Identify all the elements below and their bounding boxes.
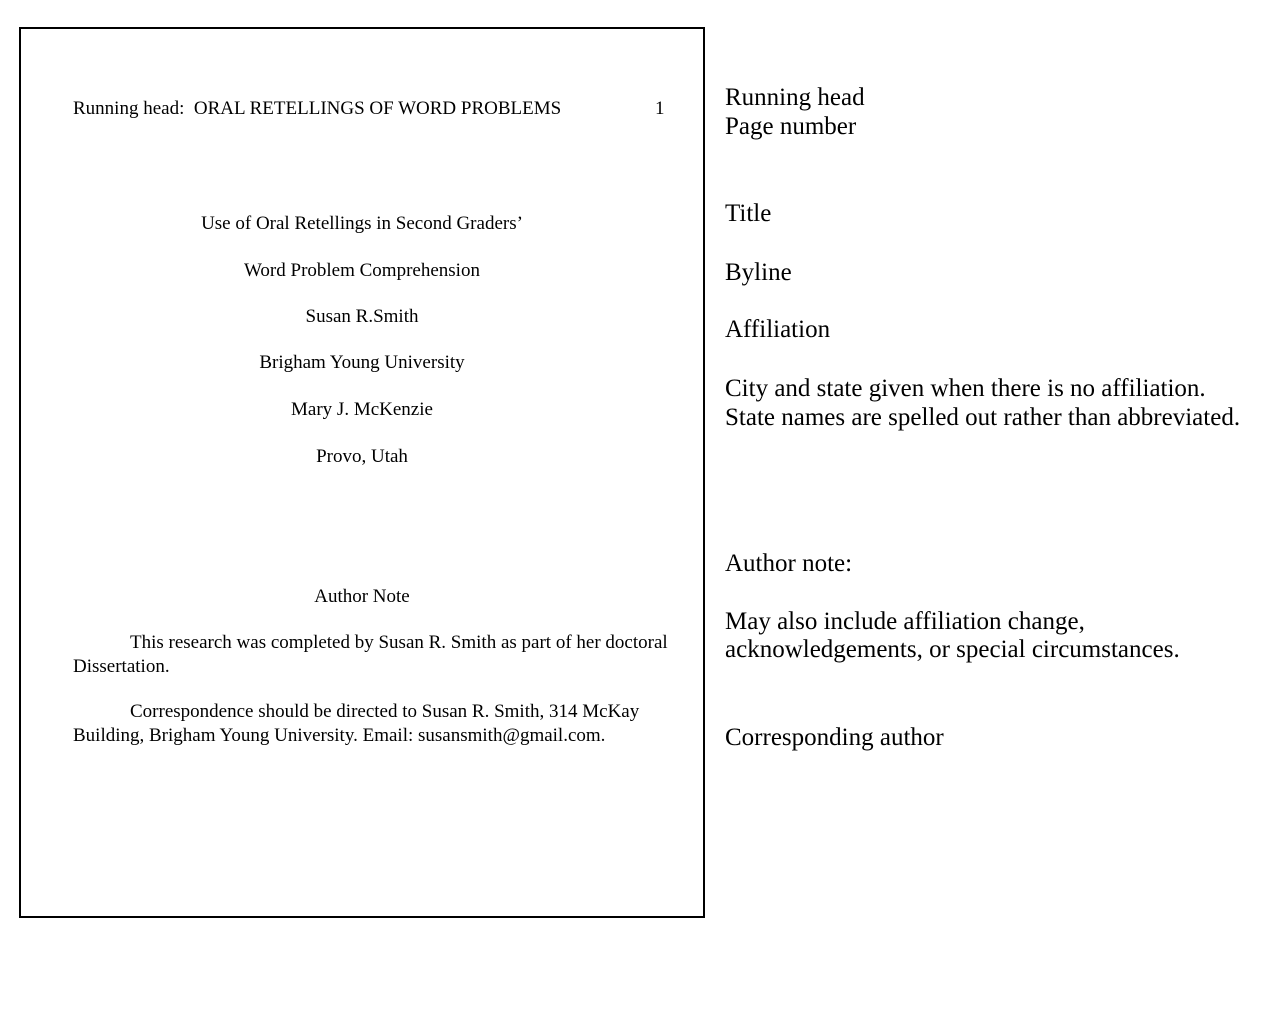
annotation-page-number: Page number <box>725 113 857 140</box>
page-number: 1 <box>655 98 665 119</box>
title-line-2: Word Problem Comprehension <box>244 260 480 281</box>
annotation-corresponding-author: Corresponding author <box>725 724 944 751</box>
annotation-author-note-detail-line-2: acknowledgements, or special circumstances. <box>725 636 1180 663</box>
annotation-byline: Byline <box>725 259 792 286</box>
running-head-text: ORAL RETELLINGS OF WORD PROBLEMS <box>193 98 562 119</box>
annotation-title: Title <box>725 200 772 227</box>
author-note-paragraph-1: This research was completed by Susan R. Smith as part of her doctoral Dissertation. <box>73 632 668 677</box>
annotation-city-state-line-2: State names are spelled out rather than abbreviated. <box>725 404 1241 431</box>
author-1-byline: Susan R.Smith <box>305 306 419 327</box>
author-1-affiliation: Brigham Young University <box>259 352 465 373</box>
author-2-byline: Mary J. McKenzie <box>291 399 433 420</box>
title-page-sample <box>19 27 705 918</box>
author-2-location: Provo, Utah <box>316 446 408 467</box>
author-note-paragraph-2: Correspondence should be directed to Susan R. Smith, 314 McKay Building, Brigham Young University. Email: susansmith@gmail.com. <box>73 701 640 746</box>
annotation-affiliation: Affiliation <box>725 316 831 343</box>
annotation-city-state-line-1: City and state given when there is no affiliation. <box>725 375 1206 402</box>
running-head-label: Running head: <box>73 98 185 119</box>
title-line-1: Use of Oral Retellings in Second Graders’ <box>201 213 523 234</box>
annotation-running-head: Running head <box>725 84 865 111</box>
annotation-author-note: Author note: <box>725 550 853 577</box>
annotation-author-note-detail-line-1: May also include affiliation change, <box>725 608 1085 635</box>
author-note-heading: Author Note <box>314 586 410 607</box>
running-head <box>73 97 561 120</box>
